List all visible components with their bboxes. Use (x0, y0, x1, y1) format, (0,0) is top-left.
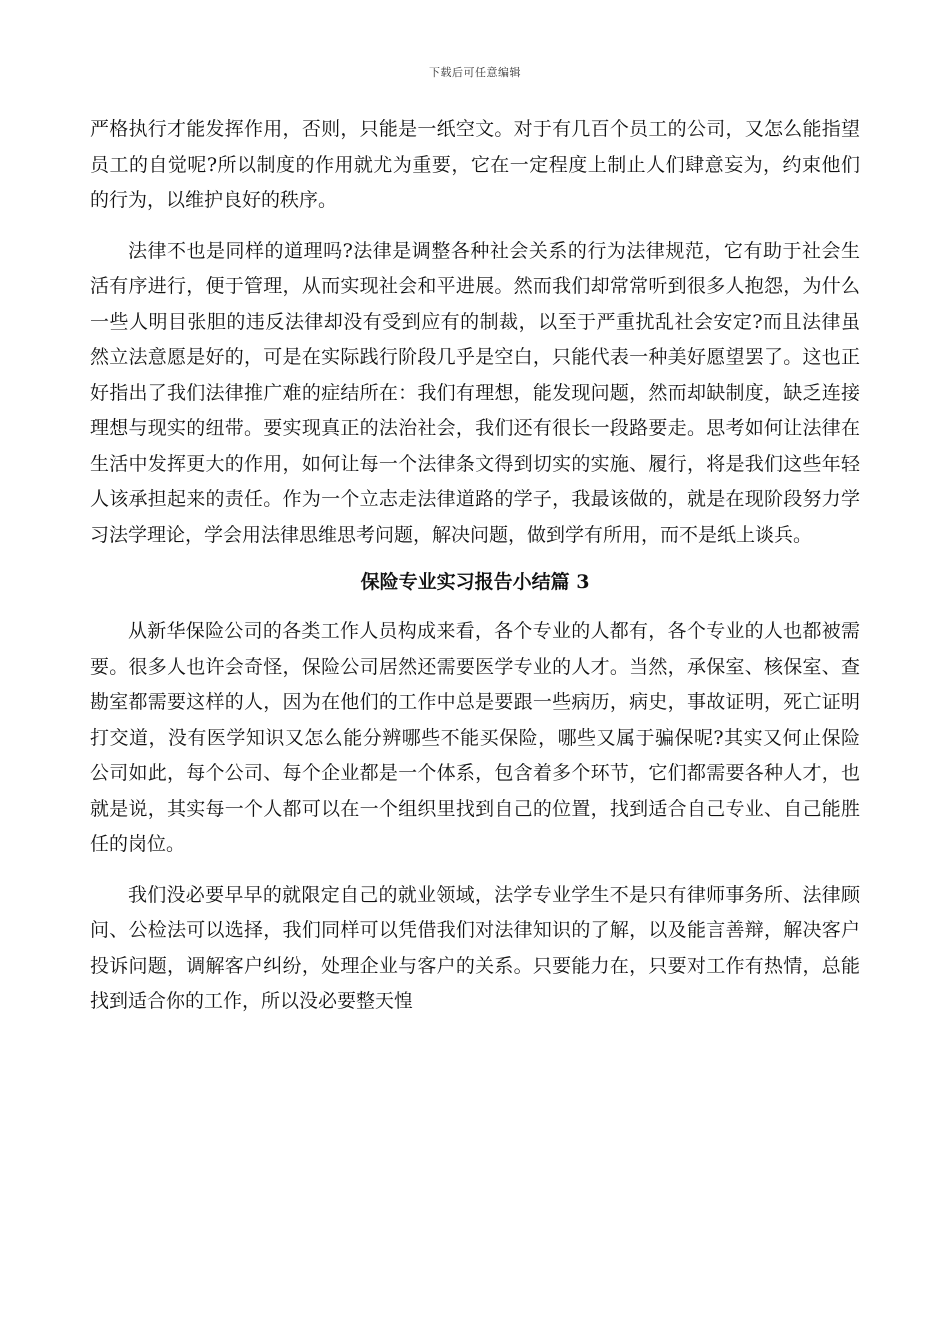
section-title: 保险专业实习报告小结篇 3 (360, 571, 590, 593)
paragraph-insurance: 从新华保险公司的各类工作人员构成来看，各个专业的人都有，各个专业的人也都被需要。很多人也许会奇怪，保险公司居然还需要医学专业的人才。当然，承保室、核保室、查勘室都需要这样的人，因为在他们的工作中总是要跟一些病历，病史，事故证明，死亡证明打交道，没有医学知识又怎么能分辨哪些不能买保险，哪些又属于骗保呢?其实又何止保险公司如此，每个公司、每个企业都是一个体系，包含着多个环节，它们都需要各种人才，也就是说，其实每一个人都可以在一个组织里找到自己的位置，找到适合自己专业、自己能胜任的岗位。 (90, 620, 860, 855)
paragraph-gap (90, 863, 860, 878)
paragraph-continuation: 严格执行才能发挥作用，否则，只能是一纸空文。对于有几百个员工的公司，又怎么能指望员工的自觉呢?所以制度的作用就尤为重要，它在一定程度上制止人们肆意妄为，约束他们的行为，以维护良好的秩序。 (90, 118, 860, 211)
paragraph-gap (90, 219, 860, 234)
paragraph-law: 法律不也是同样的道理吗?法律是调整各种社会关系的行为法律规范，它有助于社会生活有序进行，便于管理，从而实现社会和平进展。然而我们却常常听到很多人抱怨，为什么一些人明目张胆的违反法律却没有受到应有的制裁，以至于严重扰乱社会安定?而且法律虽然立法意愿是好的，可是在实际践行阶段几乎是空白，只能代表一种美好愿望罢了。这也正好指出了我们法律推广难的症结所在：我们有理想，能发现问题，然而却缺制度，缺乏连接理想与现实的纽带。要实现真正的法治社会，我们还有很长一段路要走。思考如何让法律在生活中发挥更大的作用，如何让每一个法律条文得到切实的实施、履行，将是我们这些年轻人该承担起来的责任。作为一个立志走法律道路的学子，我最该做的，就是在现阶段努力学习法学理论，学会用法律思维思考问题，解决问题，做到学有所用，而不是纸上谈兵。 (90, 239, 860, 546)
document-body (90, 112, 860, 1020)
page-header-note: 下载后可任意编辑 (429, 66, 521, 79)
paragraph-career: 我们没必要早早的就限定自己的就业领域，法学专业学生不是只有律师事务所、法律顾问、公检法可以选择，我们同样可以凭借我们对法律知识的了解，以及能言善辩，解决客户投诉问题，调解客户纠纷，处理企业与客户的关系。只要能力在，只要对工作有热情，总能找到适合你的工作，所以没必要整天惶 (90, 883, 860, 1012)
